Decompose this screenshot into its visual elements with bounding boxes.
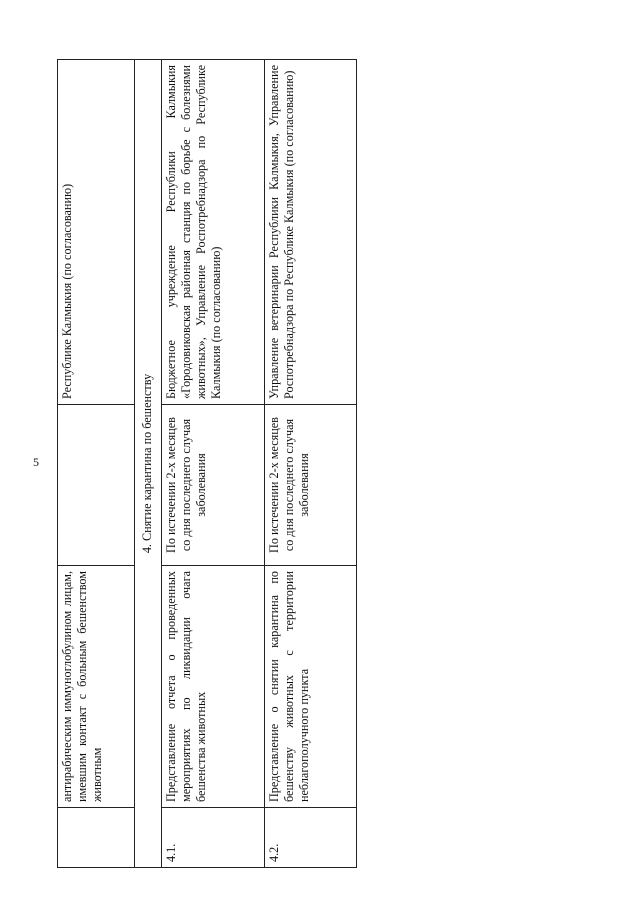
table-row bbox=[265, 60, 357, 868]
table-row bbox=[162, 60, 265, 868]
section-header-row bbox=[135, 60, 162, 868]
measure-cell: антирабическим иммуноглобулином лицам, имевшим контакт с больным бешенством животным bbox=[58, 566, 135, 808]
measures-table bbox=[57, 59, 357, 868]
rotated-table-container bbox=[57, 60, 357, 868]
term-cell bbox=[58, 405, 135, 566]
term-cell: По истечении 2-х месяцев со дня последнего случая заболевания bbox=[162, 405, 265, 566]
row-number-cell: 4.1. bbox=[162, 808, 265, 868]
table-row-continuation bbox=[58, 60, 135, 868]
executor-cell: Бюджетное учреждение Республики Калмыкия «Городовиковская районная станция по борьбе с болезнями животных», Управление Роспотребнадзора по Республике Калмыкия (по согласованию) bbox=[162, 60, 265, 405]
row-number-cell: 4.2. bbox=[265, 808, 357, 868]
executor-cell: Управление ветеринарии Республики Калмыкия, Управление Роспотребнадзора по Республике Калмыкия (по согласованию) bbox=[265, 60, 357, 405]
term-cell: По истечении 2-х месяцев со дня последнего случая заболевания bbox=[265, 405, 357, 566]
measure-cell: Представление о снятии карантина по бешенству животных с территории неблагополучного пункта bbox=[265, 566, 357, 808]
row-number-cell bbox=[58, 808, 135, 868]
measure-cell: Представление отчета о проведенных мероприятиях по ликвидации очага бешенства животных bbox=[162, 566, 265, 808]
section-heading: 4. Снятие карантина по бешенству bbox=[135, 60, 162, 868]
executor-cell: Республике Калмыкия (по согласованию) bbox=[58, 60, 135, 405]
page-number: 5 bbox=[33, 455, 39, 469]
